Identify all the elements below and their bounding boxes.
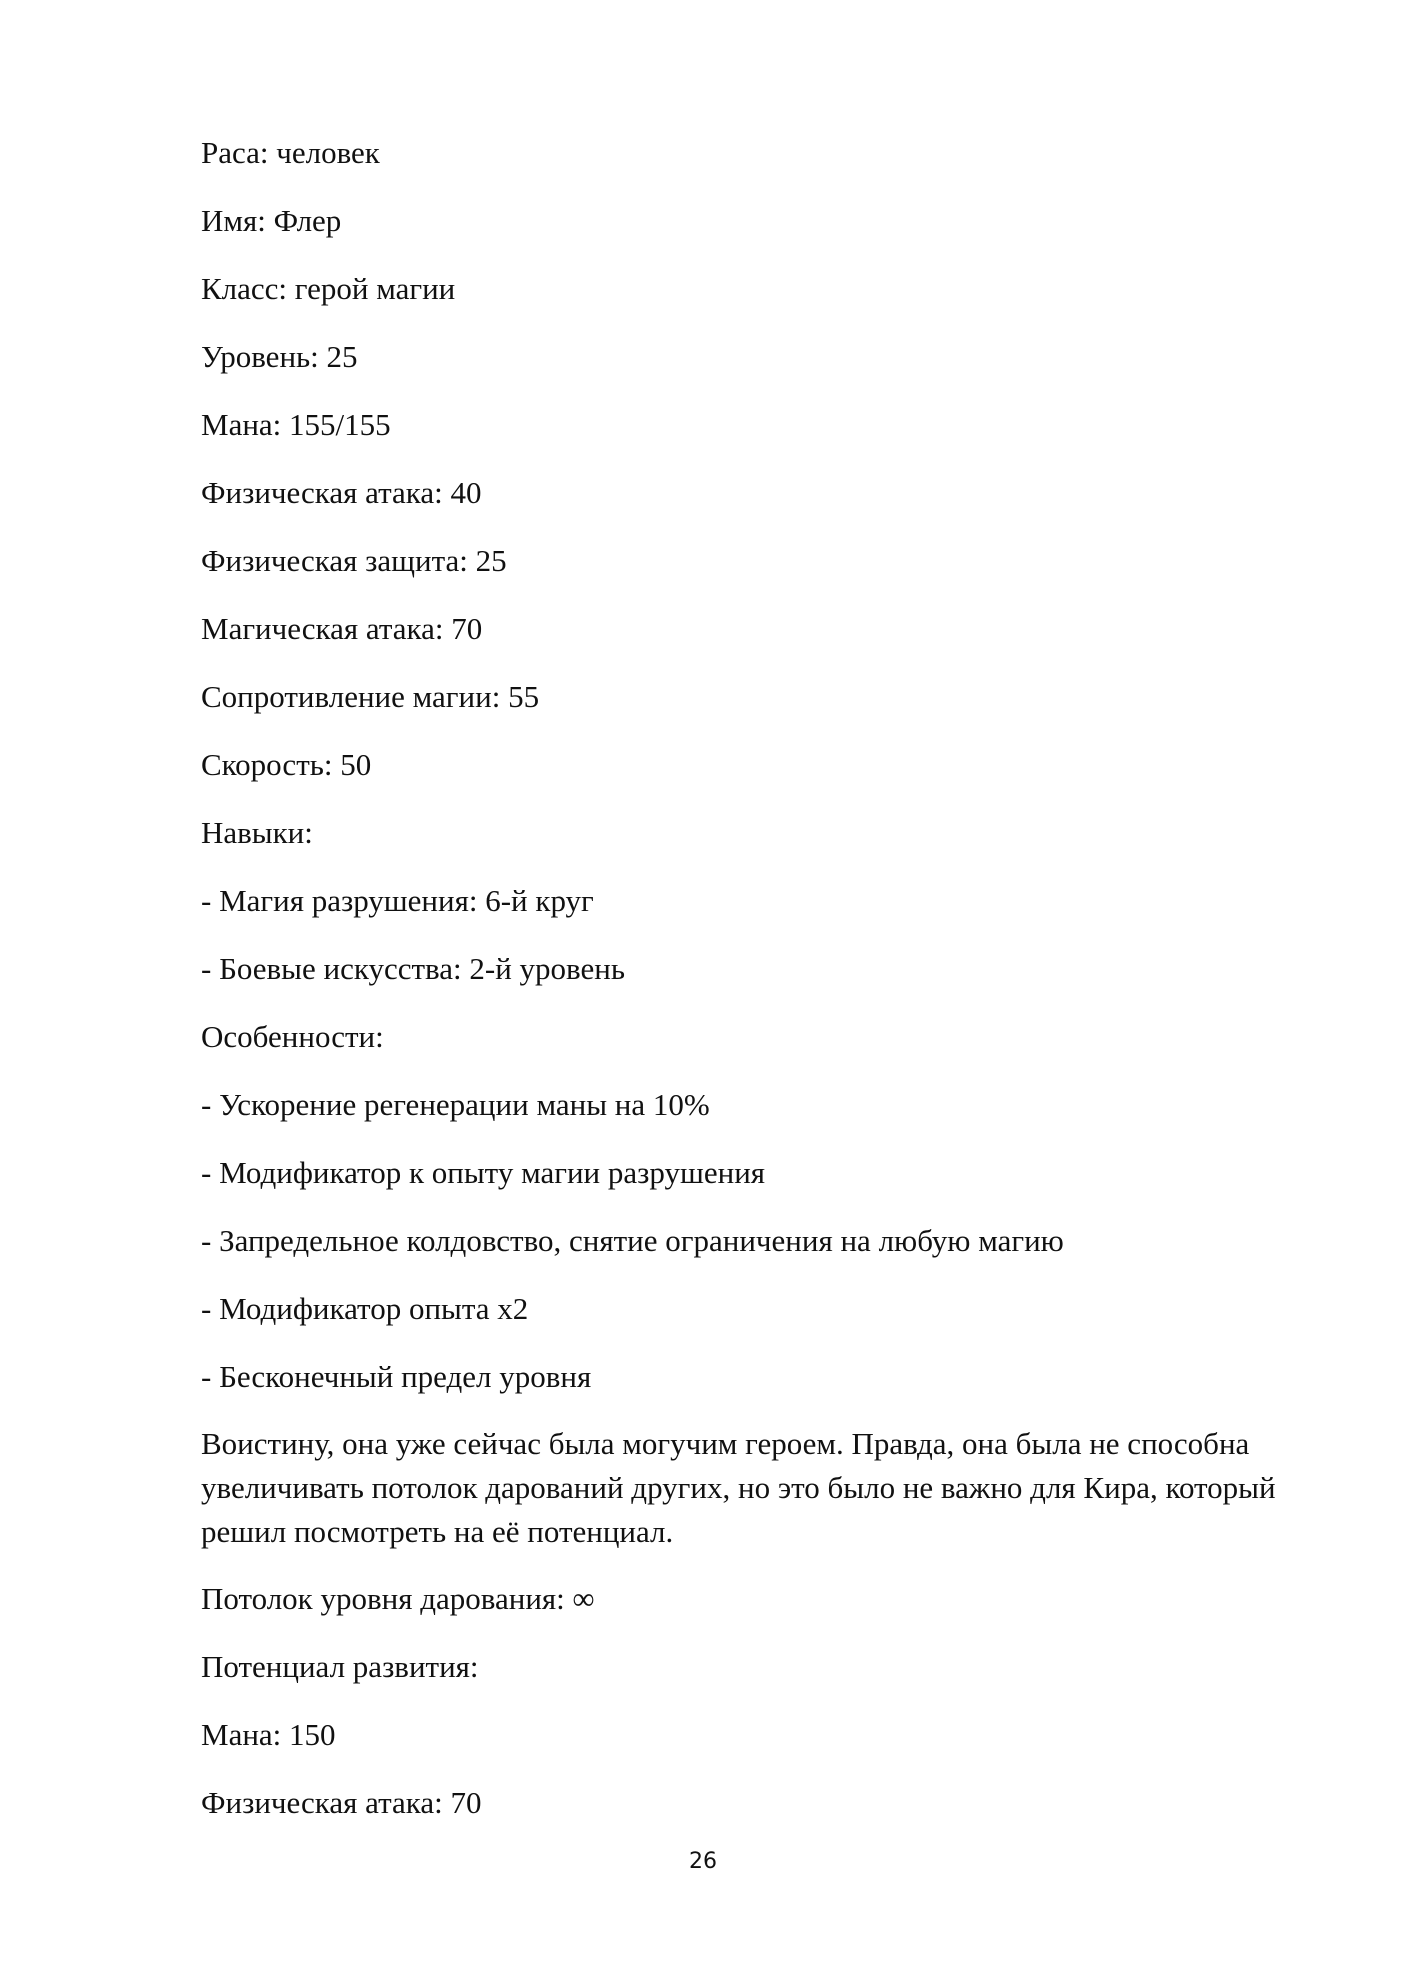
features-heading: Особенности: [201,1019,384,1054]
skill-item: - Боевые искусства: 2-й уровень [201,951,625,986]
stat-mana: Мана: 155/155 [201,407,391,442]
stat-magic-attack: Магическая атака: 70 [201,611,483,646]
stat-physical-attack: Физическая атака: 40 [201,475,482,510]
growth-potential-heading: Потенциал развития: [201,1649,479,1684]
stat-level: Уровень: 25 [201,339,358,374]
narrative-paragraph: Воистину, она уже сейчас была могучим героем. Правда, она была не способна увеличивать потолок дарований других, но это было не важно для Кира, который решил посмотреть на её потенциал. [201,1426,1276,1549]
skill-item: - Магия разрушения: 6-й круг [201,883,594,918]
feature-item: - Запредельное колдовство, снятие ограничения на любую магию [201,1223,1064,1258]
stat-name: Имя: Флер [201,203,342,238]
potential-mana: Мана: 150 [201,1717,336,1752]
skills-heading: Навыки: [201,815,313,850]
stat-physical-defense: Физическая защита: 25 [201,543,507,578]
feature-item: - Модификатор опыта x2 [201,1291,529,1326]
feature-item: - Бесконечный предел уровня [201,1359,592,1394]
stat-race: Раса: человек [201,135,380,170]
potential-physical-attack: Физическая атака: 70 [201,1785,482,1820]
feature-item: - Модификатор к опыту магии разрушения [201,1155,766,1190]
stat-class: Класс: герой магии [201,271,456,306]
feature-item: - Ускорение регенерации маны на 10% [201,1087,710,1122]
page-content [201,130,1281,1848]
stat-magic-resistance: Сопротивление магии: 55 [201,679,540,714]
talent-ceiling: Потолок уровня дарования: ∞ [201,1581,595,1616]
page-number: 26 [689,1849,717,1874]
stat-speed: Скорость: 50 [201,747,372,782]
